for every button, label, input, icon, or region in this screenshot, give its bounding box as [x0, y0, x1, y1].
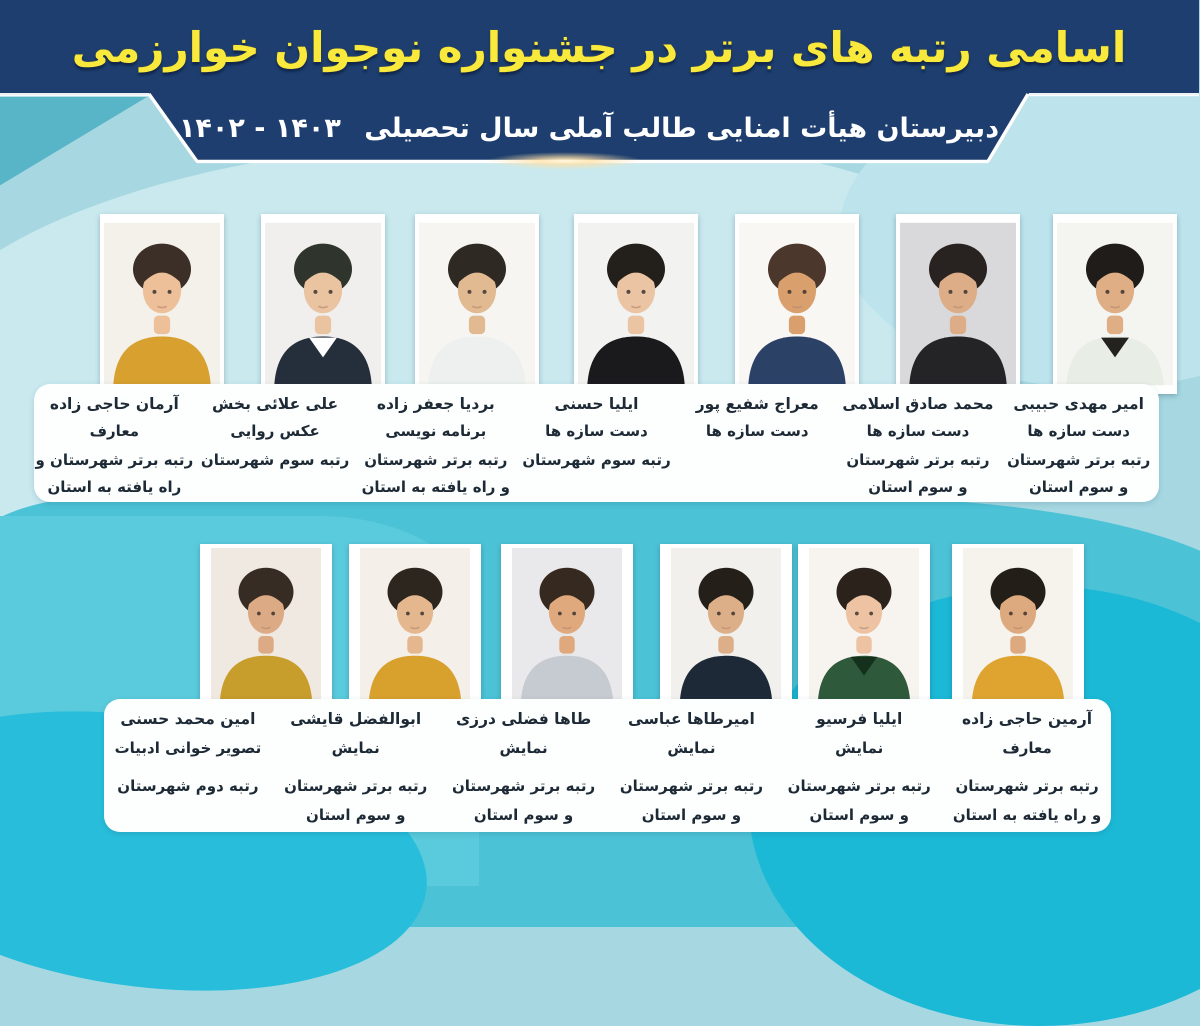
student-name: علی علائی بخش	[213, 395, 340, 413]
student-photo	[1054, 214, 1178, 394]
student-photo	[953, 544, 1085, 706]
student-photo	[350, 544, 482, 706]
student-field: دست سازه ها	[706, 422, 810, 440]
student-rank-line2: و راه یافته به استان	[953, 806, 1103, 824]
subtitle-school-text: دبیرستان هیأت امنایی طالب آملی سال تحصیلی	[365, 113, 1001, 144]
student-photo	[201, 544, 333, 706]
corner-teal-triangle	[0, 97, 148, 186]
student-field: نمایش	[668, 739, 717, 757]
header-banner	[0, 0, 1200, 190]
student-name: آرمان حاجی زاده	[50, 395, 180, 413]
student-rank-line2: و سوم استان	[642, 806, 743, 824]
student-field: نمایش	[332, 739, 381, 757]
student-field: دست سازه ها	[546, 422, 649, 440]
student-name: معراج شفیع پور	[696, 395, 820, 413]
student-rank-line1: رتبه دوم شهرستان	[118, 777, 260, 795]
student-photo	[575, 214, 699, 394]
student-name: طاها فضلی درزی	[456, 710, 593, 728]
student-rank-line2: و سوم استان	[810, 806, 910, 824]
student-caption	[105, 699, 273, 832]
student-caption	[776, 699, 944, 832]
student-rank-line1: رتبه برتر شهرستان	[956, 777, 1100, 795]
poster-subtitle	[150, 99, 1030, 159]
student-rank-line2: و سوم استان	[869, 478, 969, 496]
student-field: تصویر خوانی ادبیات	[115, 739, 263, 757]
student-photo	[736, 214, 860, 394]
student-rank-line1: رتبه برتر شهرستان	[365, 451, 509, 469]
student-name: ایلیا فرسیو	[817, 710, 904, 728]
student-field: برنامه نویسی	[386, 422, 488, 440]
student-caption	[196, 384, 357, 502]
student-field: نمایش	[836, 739, 885, 757]
student-caption	[517, 384, 678, 502]
student-photo	[262, 214, 386, 394]
student-photo	[101, 214, 225, 394]
student-caption	[678, 384, 839, 502]
student-name: امیرطاها عباسی	[628, 710, 756, 728]
student-field: معارف	[90, 422, 141, 440]
student-rank-line1: رتبه سوم شهرستان	[201, 451, 351, 469]
student-name: ایلیا حسنی	[555, 395, 640, 413]
student-field: دست سازه ها	[867, 422, 971, 440]
student-rank-line1: رتبه برتر شهرستان	[285, 777, 429, 795]
student-name: محمد صادق اسلامی	[843, 395, 995, 413]
student-caption	[441, 699, 609, 832]
student-rank-line2: و سوم استان	[307, 806, 407, 824]
student-photo	[897, 214, 1021, 394]
student-photo	[502, 544, 634, 706]
student-rank-line1: رتبه برتر شهرستان	[1008, 451, 1152, 469]
student-photo	[661, 544, 793, 706]
student-name: ابوالفضل قایشی	[291, 710, 423, 728]
student-rank-line1: رتبه برتر شهرستان	[620, 777, 764, 795]
student-rank-line1: رتبه برتر شهرستان و	[36, 451, 195, 469]
top-caption-strip	[35, 384, 1160, 502]
student-name: بردیا جعفر زاده	[377, 395, 496, 413]
student-caption	[273, 699, 441, 832]
poster-title: اسامی رتبه های برتر در جشنواره نوجوان خوارزمی	[72, 23, 1128, 72]
student-caption	[839, 384, 1000, 502]
student-caption	[999, 384, 1160, 502]
student-name: آرمین حاجی زاده	[963, 710, 1094, 728]
student-rank-line1: رتبه برتر شهرستان	[788, 777, 932, 795]
student-caption	[944, 699, 1112, 832]
student-field: دست سازه ها	[1028, 422, 1132, 440]
student-rank-line1: رتبه سوم شهرستان	[523, 451, 672, 469]
student-caption	[608, 699, 776, 832]
student-field: معارف	[1003, 739, 1053, 757]
student-rank-line1: رتبه برتر شهرستان	[847, 451, 991, 469]
student-rank-line2: و راه یافته به استان	[362, 478, 511, 496]
student-name: امیر مهدی حبیبی	[1014, 395, 1145, 413]
student-rank-line2: راه یافته به استان	[48, 478, 183, 496]
student-caption	[356, 384, 517, 502]
student-field: عکس روایی	[231, 422, 321, 440]
bottom-caption-strip	[105, 699, 1112, 832]
student-rank-line1: رتبه برتر شهرستان	[452, 777, 597, 795]
student-photo	[416, 214, 540, 394]
subtitle-years: ۱۴۰۲ - ۱۴۰۳	[179, 113, 342, 144]
student-caption	[35, 384, 196, 502]
student-photo	[799, 544, 931, 706]
student-field: نمایش	[500, 739, 549, 757]
student-rank-line2: و سوم استان	[1029, 478, 1130, 496]
student-rank-line2: و سوم استان	[474, 806, 575, 824]
student-name: امین محمد حسنی	[121, 710, 257, 728]
